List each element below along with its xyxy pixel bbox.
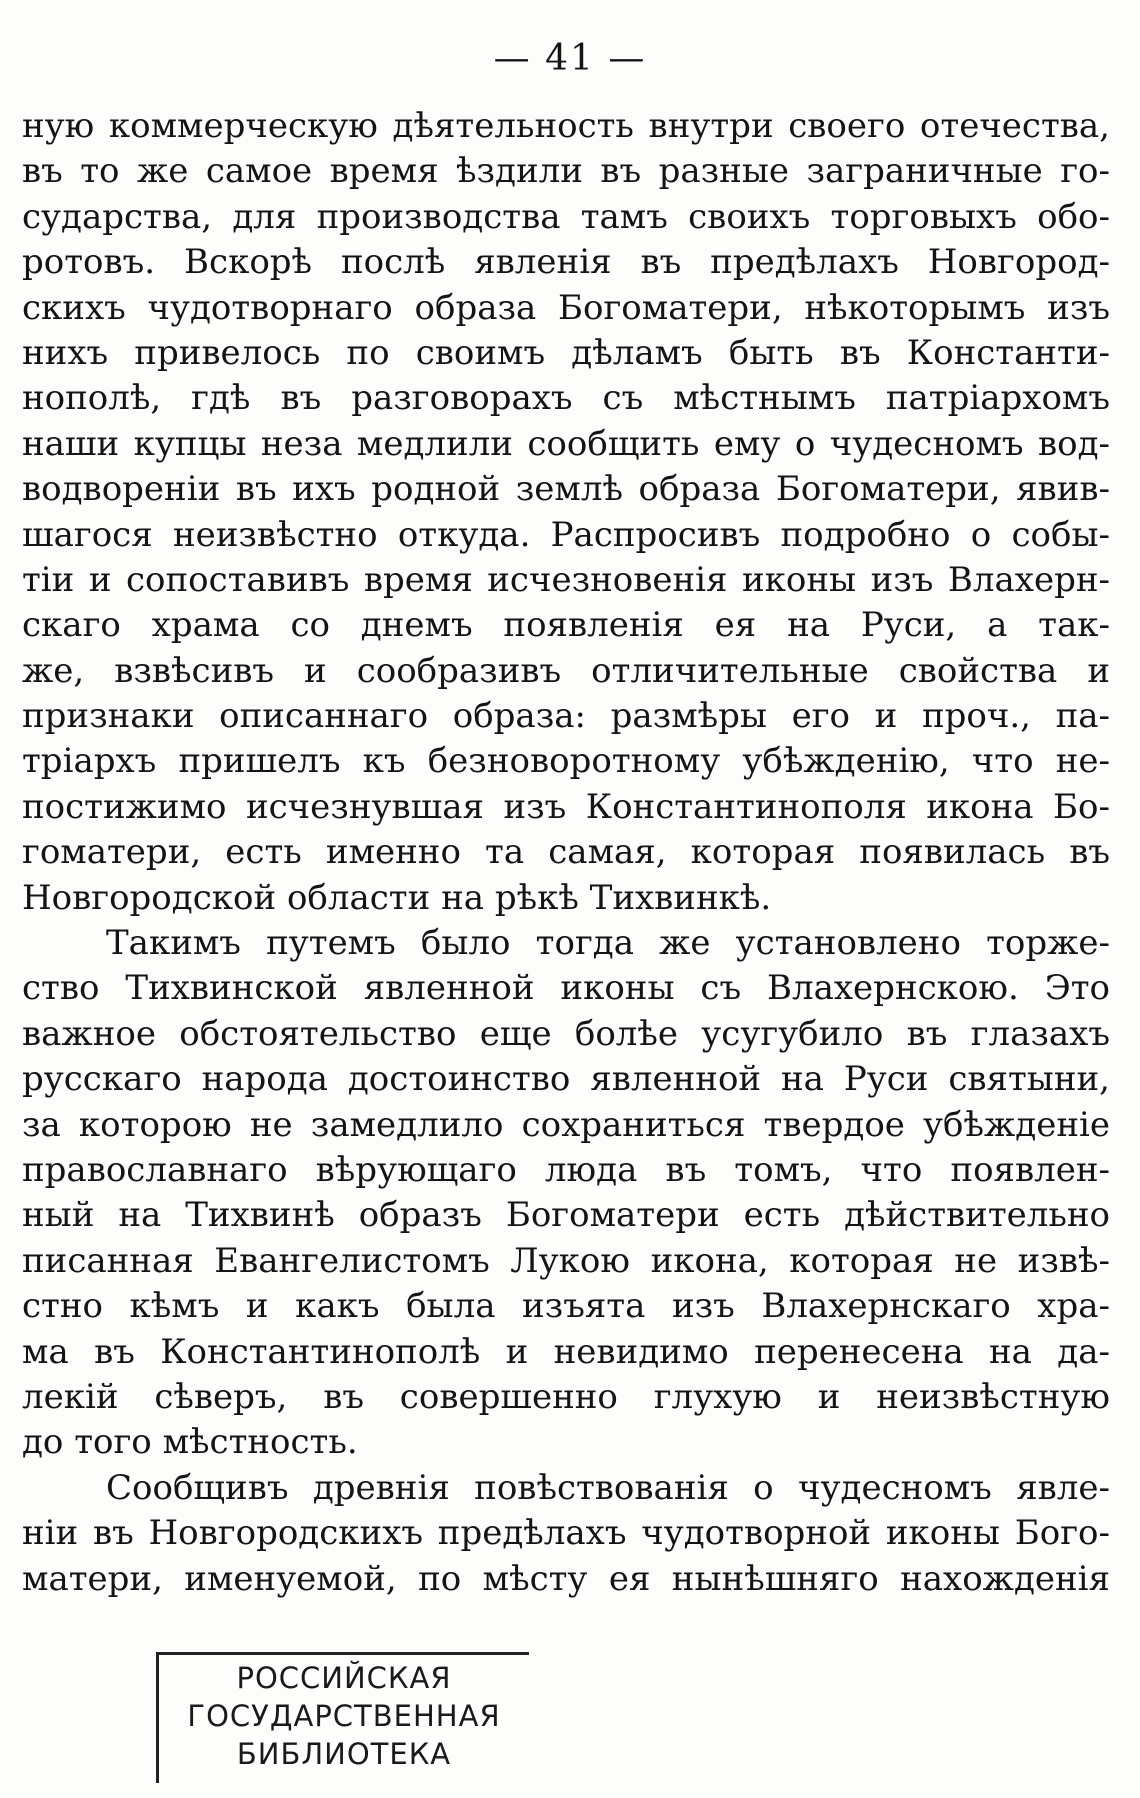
text-line: писанная Евангелистомъ Лукою икона, которая не извѣ-	[22, 1240, 1110, 1281]
text-line: нихъ привелось по своимъ дѣламъ быть въ Константи-	[22, 332, 1110, 373]
text-line: наши купцы неза медлили сообщить ему о чудесномъ вод-	[22, 423, 1110, 464]
text-line: до того мѣстность.	[22, 1422, 358, 1463]
text-line: тріархъ пришелъ къ безноворотному убѣжденію, что не-	[22, 741, 1110, 782]
text-line: Сообщивъ древнія повѣствованія о чудесномъ явле-	[106, 1467, 1110, 1508]
text-line: лекій сѣверъ, въ совершенно глухую и неизвѣстную	[22, 1376, 1110, 1417]
paragraph-1	[22, 104, 1110, 921]
paragraph-2	[22, 921, 1110, 1466]
text-line: нополѣ, гдѣ въ разговорахъ съ мѣстнымъ патріархомъ	[22, 378, 1110, 419]
text-line: въ то же самое время ѣздили въ разные заграничные го-	[22, 151, 1110, 192]
text-line: гоматери, есть именно та самая, которая появилась въ	[22, 832, 1110, 873]
text-line: Такимъ путемъ было тогда же установлено торже-	[106, 923, 1110, 964]
text-line: Новгородской области на рѣкѣ Тихвинкѣ.	[22, 877, 772, 918]
text-line: важное обстоятельство еще болѣе усугубило въ глазахъ	[22, 1013, 1110, 1054]
text-line: постижимо исчезнувшая изъ Константинополя икона Бо-	[22, 786, 1110, 827]
text-line: ротовъ. Вскорѣ послѣ явленія въ предѣлахъ Новгород-	[22, 242, 1110, 283]
text-line: же, взвѣсивъ и сообразивъ отличительные свойства и	[22, 650, 1110, 691]
text-line: признаки описаннаго образа: размѣры его и проч., па-	[22, 696, 1110, 737]
text-line: ный на Тихвинѣ образъ Богоматери есть дѣйствительно	[22, 1195, 1110, 1236]
stamp-line: БИБЛИОТЕКА	[236, 1737, 452, 1771]
text-line: водвореніи въ ихъ родной землѣ образа Богоматери, явив-	[22, 469, 1110, 510]
library-stamp	[156, 1652, 529, 1783]
text-line: скаго храма со днемъ появленія ея на Руси, а так-	[22, 605, 1110, 646]
text-line: ную коммерческую дѣятельность внутри своего отечества,	[22, 106, 1110, 146]
text-line: ство Тихвинской явленной иконы съ Влахернскою. Это	[22, 968, 1110, 1009]
text-line: тіи и сопоставивъ время исчезновенія иконы изъ Влахерн-	[22, 559, 1110, 600]
text-line: ніи въ Новгородскихъ предѣлахъ чудотворной иконы Бого-	[22, 1513, 1110, 1554]
page-number: — 41 —	[493, 38, 647, 79]
text-line: матери, именуемой, по мѣсту ея нынѣшняго нахожденія	[22, 1558, 1110, 1599]
text-line: стно кѣмъ и какъ была изъята изъ Влахернскаго хра-	[22, 1286, 1110, 1327]
paragraph-3	[22, 1466, 1110, 1602]
text-line: православнаго вѣрующаго люда въ томъ, что появлен-	[22, 1149, 1110, 1190]
text-line: за которою не замедлило сохраниться твердое убѣжденіе	[22, 1104, 1110, 1145]
stamp-line: РОССИЙСКАЯ	[236, 1661, 452, 1695]
text-line: сударства, для производства тамъ своихъ торговыхъ обо-	[22, 196, 1110, 237]
stamp-line: ГОСУДАРСТВЕННАЯ	[187, 1699, 501, 1733]
body-text	[22, 104, 1110, 1602]
text-line: шагося неизвѣстно откуда. Распросивъ подробно о собы-	[22, 514, 1110, 555]
text-line: ма въ Константинополѣ и невидимо перенесена на да-	[22, 1331, 1110, 1372]
text-line: русскаго народа достоинство явленной на Руси святыни,	[22, 1059, 1110, 1100]
text-line: скихъ чудотворнаго образа Богоматери, нѣкоторымъ изъ	[22, 287, 1110, 328]
